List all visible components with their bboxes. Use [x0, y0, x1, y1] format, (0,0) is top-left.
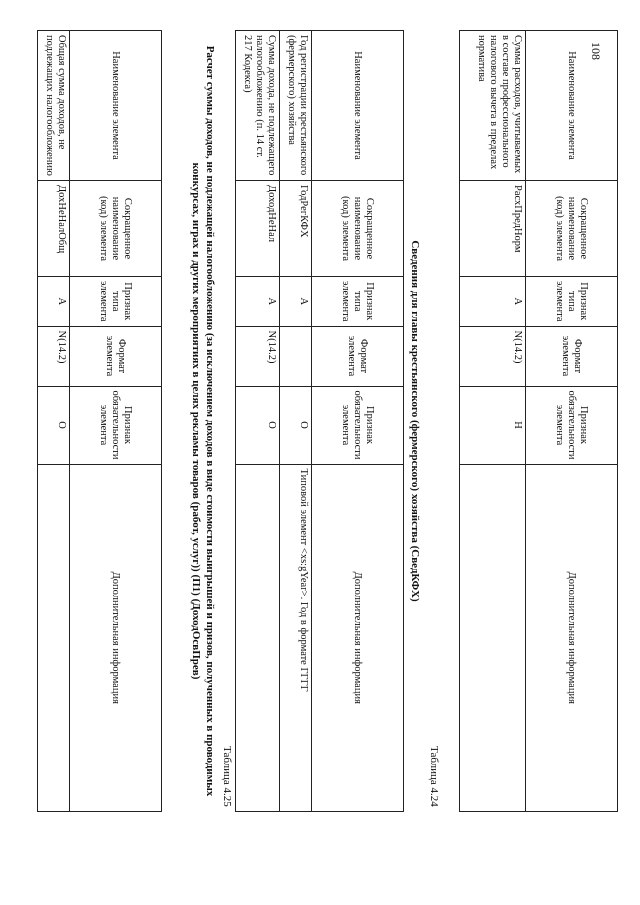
cell-type: А: [38, 277, 70, 327]
header-short: Сокращенное наименование (код) элемента: [70, 181, 162, 277]
table-header-row: [70, 31, 162, 812]
header-info: Дополнительная информация: [70, 464, 162, 811]
table-header-row: [312, 31, 404, 812]
cell-code: ДохНеНалОбщ: [38, 181, 70, 277]
cell-name: Общая сумма доходов, не подлежащих налогообложению: [38, 31, 70, 181]
cell-type: А: [280, 277, 312, 327]
header-required: Признак обязательности элемента: [526, 386, 618, 464]
page-number: 108: [589, 42, 603, 60]
header-required: Признак обязательности элемента: [312, 386, 404, 464]
table-header-row: [526, 31, 618, 812]
header-short: Сокращенное наименование (код) элемента: [312, 181, 404, 277]
table-4-25-title: Расчет суммы доходов, не подлежащей налогообложению (за исключением доходов в виде стоимости выигрышей и призов, полученных в проводимых конкурсах, играх и других мероприятиях в целях рекламы товаров (работ, услуг)) (П1) (ДоходОсвПрев): [190, 45, 216, 797]
element-table-continued: [459, 30, 618, 812]
header-name: Наименование элемента: [312, 31, 404, 181]
header-format: Формат элемента: [312, 326, 404, 386]
cell-required: О: [236, 386, 280, 464]
header-name: Наименование элемента: [70, 31, 162, 181]
cell-code: ДоходНеНал: [236, 181, 280, 277]
header-type: Признак типа элемента: [312, 277, 404, 327]
table-row: [460, 31, 526, 812]
cell-format: N(14.2): [236, 326, 280, 386]
cell-format: [280, 326, 312, 386]
header-type: Признак типа элемента: [526, 277, 618, 327]
cell-format: N(14.2): [460, 326, 526, 386]
cell-format: N(14.2): [38, 326, 70, 386]
table-4-24: [235, 30, 404, 812]
header-short: Сокращенное наименование (код) элемента: [526, 181, 618, 277]
header-name: Наименование элемента: [526, 31, 618, 181]
rotated-page-content: [20, 30, 620, 840]
cell-name: Сумма дохода, не подлежащего налогообложению (п. 14 ст. 217 Кодекса): [236, 31, 280, 181]
cell-code: ГодРегКФХ: [280, 181, 312, 277]
cell-info: [236, 464, 280, 811]
cell-type: А: [236, 277, 280, 327]
cell-required: Н: [460, 386, 526, 464]
table-row: [280, 31, 312, 812]
header-info: Дополнительная информация: [312, 464, 404, 811]
cell-name: Год регистрации крестьянского (фермерского) хозяйства: [280, 31, 312, 181]
cell-info: [38, 464, 70, 811]
table-row: [236, 31, 280, 812]
cell-required: О: [38, 386, 70, 464]
cell-info: [460, 464, 526, 811]
cell-code: РасхПредНорм: [460, 181, 526, 277]
header-type: Признак типа элемента: [70, 277, 162, 327]
table-4-24-caption: Таблица 4.24: [428, 746, 440, 807]
header-info: Дополнительная информация: [526, 464, 618, 811]
cell-required: О: [280, 386, 312, 464]
header-required: Признак обязательности элемента: [70, 386, 162, 464]
cell-info: Типовой элемент <xs:gYear>. Год в формате ГГГГ: [280, 464, 312, 811]
table-4-24-title: Сведения для главы крестьянского (фермерского) хозяйства (СведКФХ): [409, 240, 421, 602]
header-format: Формат элемента: [526, 326, 618, 386]
cell-type: А: [460, 277, 526, 327]
table-row: [38, 31, 70, 812]
table-4-25-caption: Таблица 4.25: [221, 746, 233, 807]
table-4-25: [37, 30, 162, 812]
cell-name: Сумма расходов, учитываемых в составе профессионального налогового вычета в пределах норматива: [460, 31, 526, 181]
header-format: Формат элемента: [70, 326, 162, 386]
